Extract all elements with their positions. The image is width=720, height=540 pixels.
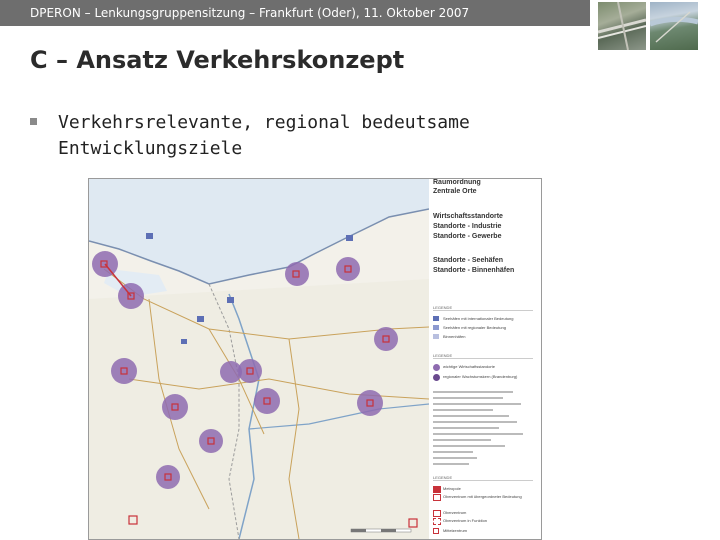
legend-title-2: Zentrale Orte	[433, 188, 477, 195]
header-photo-river	[650, 2, 698, 50]
legend-header-ports: LEGENDE	[433, 305, 533, 311]
legend-item-inland-port: Binnenhäfen	[433, 333, 537, 341]
legend-item-port-intl: Seehäfen mit internationaler Bedeutung	[433, 315, 537, 323]
header-bar	[0, 0, 590, 26]
header-text: DPERON – Lenkungsgruppensitzung – Frankfurt (Oder), 11. Oktober 2007	[30, 6, 470, 20]
legend-item-metropole: Metropole	[433, 485, 537, 493]
port-intl-icon	[433, 316, 439, 321]
oz-function-icon	[433, 518, 441, 525]
metropole-icon	[433, 486, 441, 493]
legend-title-1: Raumordnung	[433, 179, 481, 186]
econ-site-icon	[433, 364, 440, 371]
legend-item-growth-core: regionaler Wachstumskern (Brandenburg)	[433, 373, 537, 381]
inland-port-icon	[433, 334, 439, 339]
legend-group1-2: Standorte - Industrie	[433, 223, 502, 230]
regional-map	[89, 179, 429, 539]
bullet-text: Verkehrsrelevante, regional bedeutsame Entwicklungsziele	[58, 112, 470, 159]
slide-title: C – Ansatz Verkehrskonzept	[30, 46, 405, 74]
legend-group2-1: Standorte - Seehäfen	[433, 257, 504, 264]
oz-special-icon	[433, 494, 441, 501]
port-regional-icon	[433, 325, 439, 330]
map-figure	[88, 178, 542, 540]
legend-group2-2: Standorte - Binnenhäfen	[433, 267, 515, 274]
legend-header-econ: LEGENDE	[433, 353, 533, 359]
mittelzentrum-icon	[433, 528, 439, 534]
legend-item-oz: Oberzentrum	[433, 509, 537, 517]
legend-group1-1: Wirtschaftsstandorte	[433, 213, 503, 220]
scale-bar	[351, 529, 411, 532]
legend-town-list	[433, 389, 537, 469]
map-area	[89, 179, 429, 539]
highway-photo-icon	[598, 2, 646, 50]
oberzentrum-icon	[433, 510, 441, 517]
legend-group1-3: Standorte - Gewerbe	[433, 233, 502, 240]
legend-item-mz: Mittelzentrum	[433, 527, 537, 535]
legend-item-port-regional: Seehäfen mit regionaler Bedeutung	[433, 324, 537, 332]
legend-header-towns: LEGENDE	[433, 475, 533, 481]
legend-item-oz-function: Oberzentrum in Funktion	[433, 517, 537, 525]
legend-item-econ-site: wichtige Wirtschaftsstandorte	[433, 363, 537, 371]
map-legend	[433, 179, 541, 539]
header-photo-highway	[598, 2, 646, 50]
bullet-marker	[30, 118, 37, 125]
growth-core-icon	[433, 374, 440, 381]
river-photo-icon	[650, 2, 698, 50]
legend-item-oz-special: Oberzentrum mit übergeordneter Bedeutung	[433, 493, 537, 501]
